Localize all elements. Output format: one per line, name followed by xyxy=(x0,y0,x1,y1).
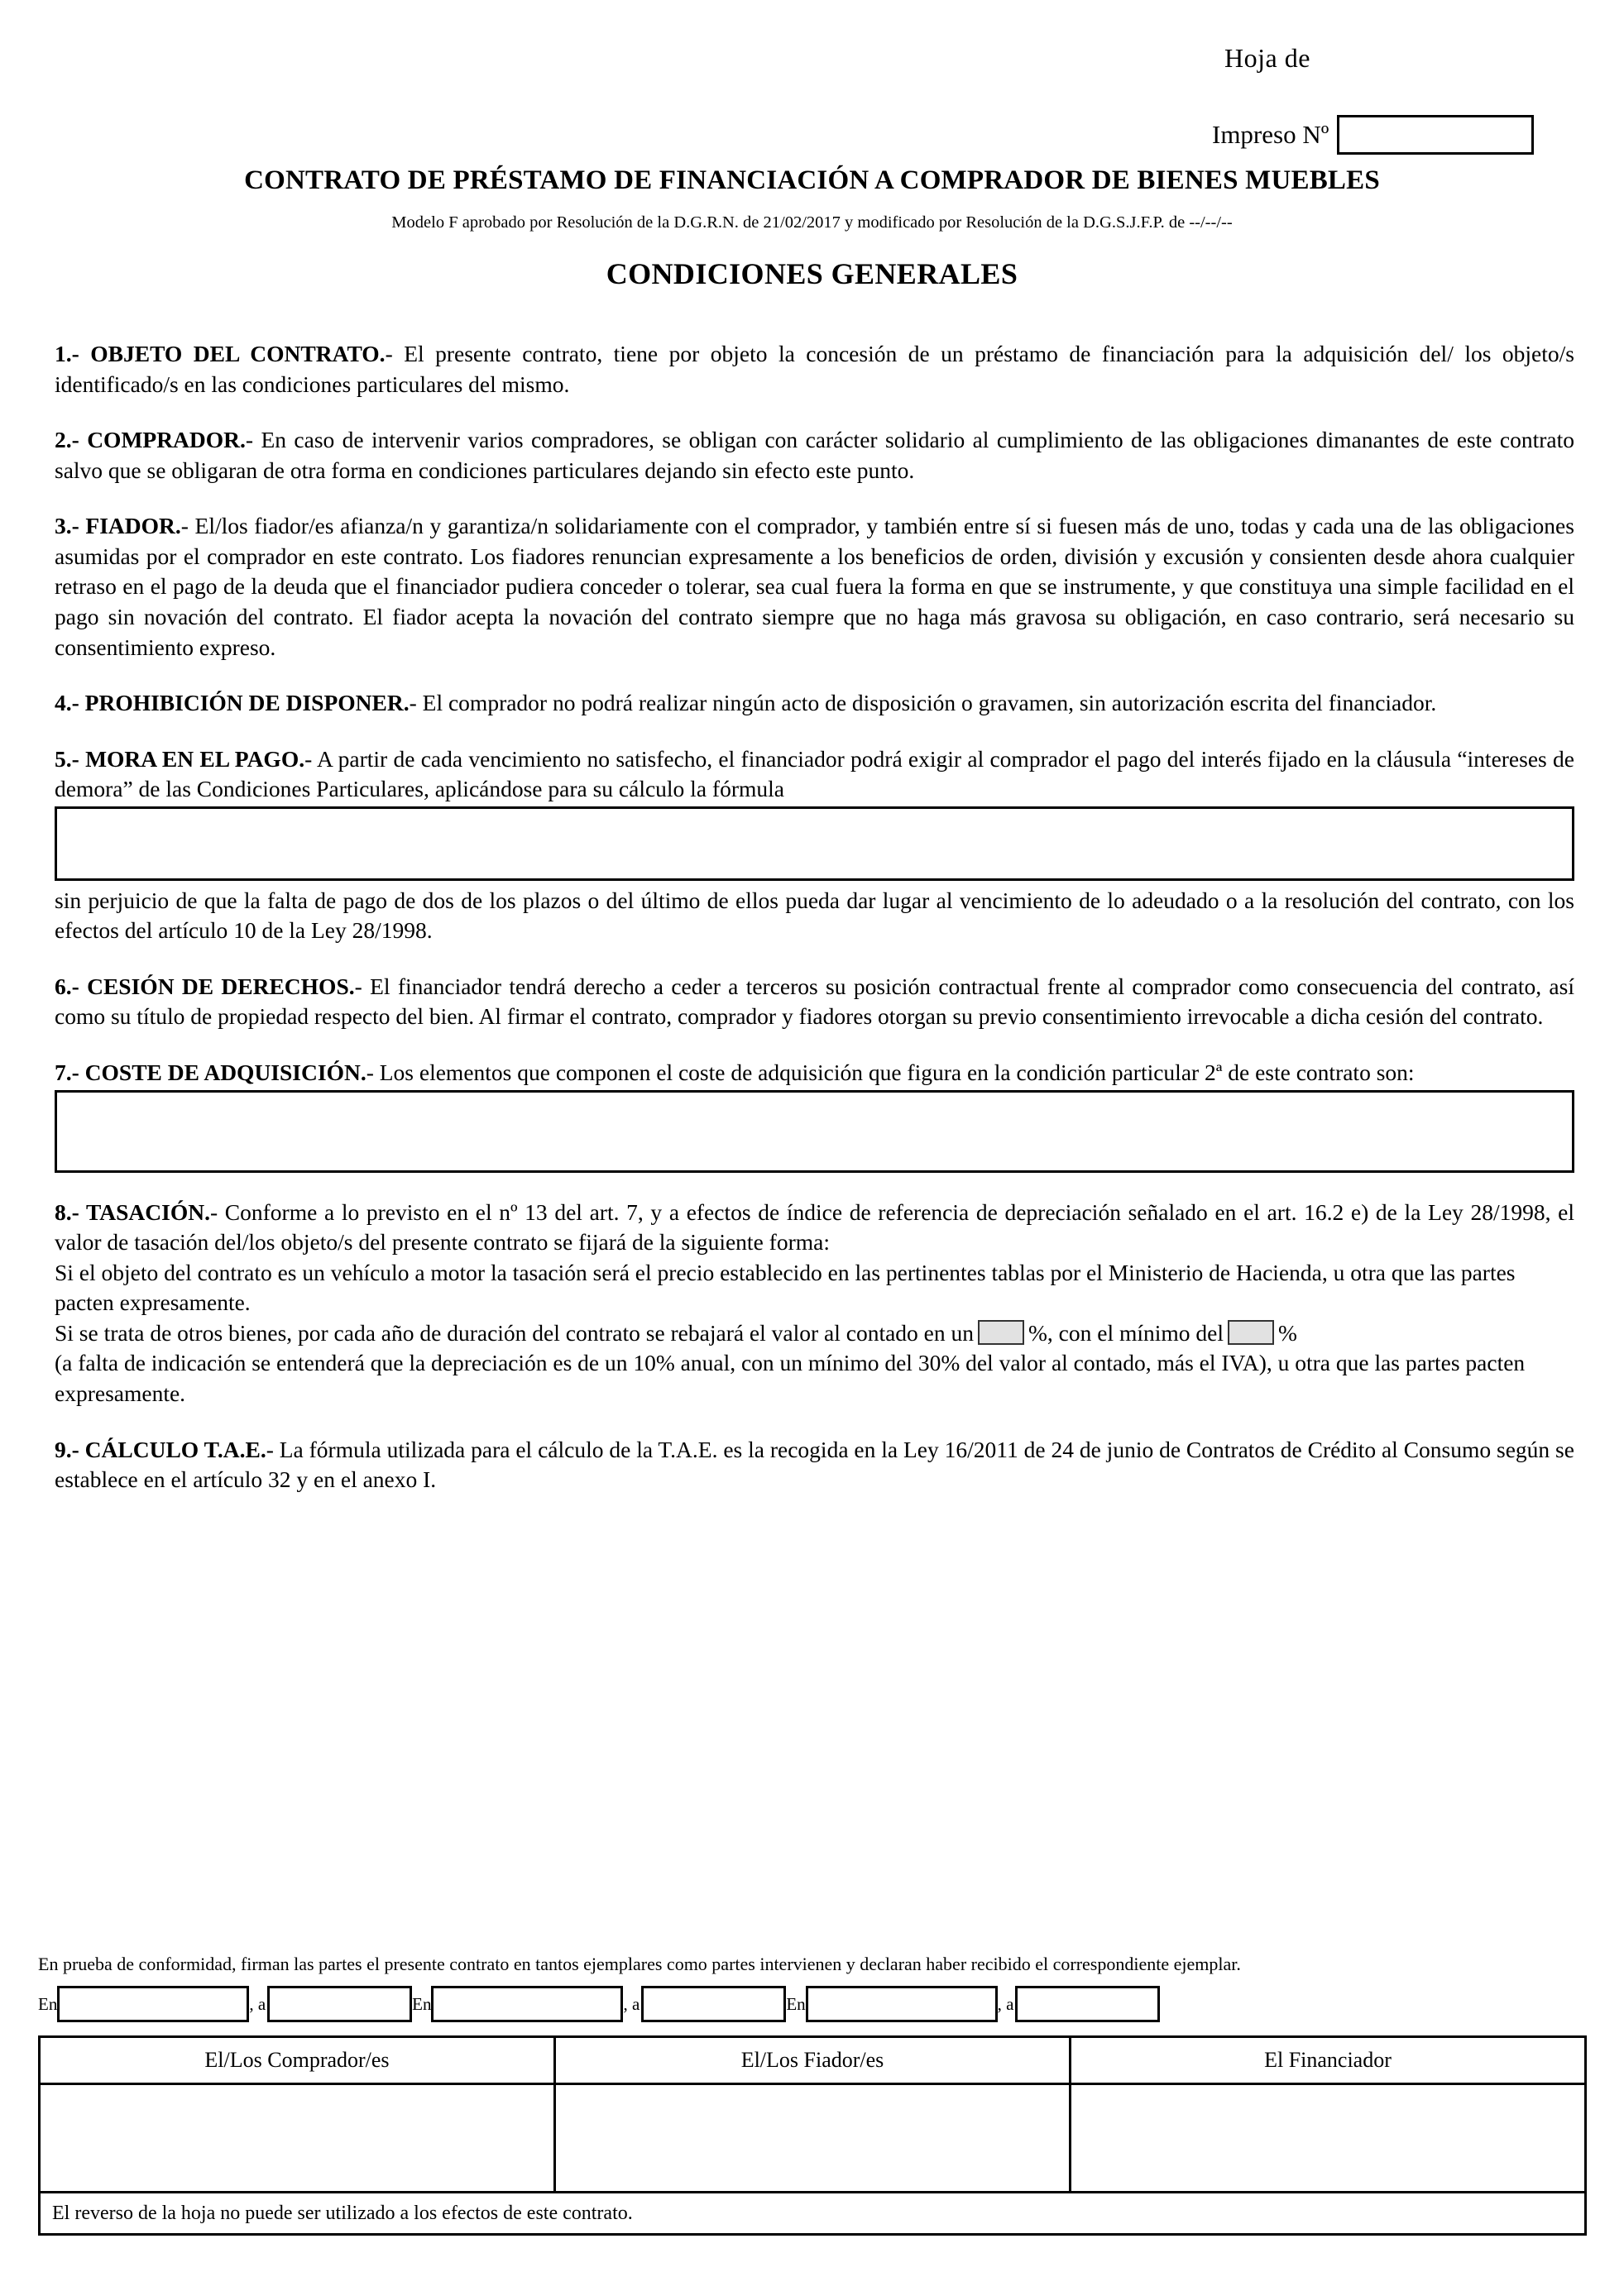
clause-4-number: 4.- xyxy=(55,690,85,716)
clause-5-after-box: sin perjuicio de que la falta de pago de dos de los plazos o del último de ellos pueda dar lugar al vencimiento de lo adeudado o a la resolución del contrato, con los efectos del artículo 10 de la Ley 28/1998. xyxy=(55,887,1574,944)
clause-4 xyxy=(55,688,1574,719)
date-label-3: , a xyxy=(997,1993,1014,2014)
place-input-3[interactable] xyxy=(806,1986,998,2022)
clause-7 xyxy=(55,1058,1574,1088)
clause-6-dash: - xyxy=(354,973,371,999)
clause-8-number: 8.- xyxy=(55,1198,86,1225)
place-date-row xyxy=(38,1986,1587,2022)
clause-9 xyxy=(55,1435,1574,1495)
place-input-2[interactable] xyxy=(431,1986,623,2022)
signature-row xyxy=(40,2084,1586,2193)
page-title: CONTRATO DE PRÉSTAMO DE FINANCIACIÓN A COMPRADOR DE BIENES MUEBLES xyxy=(244,165,1380,195)
clause-9-number: 9.- xyxy=(55,1436,85,1462)
sheet-number-label: Hoja de xyxy=(1224,43,1310,73)
signature-cell-fiador[interactable] xyxy=(555,2084,1071,2193)
clause-3-text: El/los fiador/es afianza/n y garantiza/n solidariamente con el comprador, y también entre sí si fuesen más de uno, todas y cada una de las obligaciones asumidas por el comprador en este contrato. Los fiadores renuncian expresamente a los beneficios de orden, división y excusión y consienten desde ahora cualquier retraso en el pago de la deuda que el financiador pudiera conceder o tolerar, sea cual fuera la forma en que se instrumente, y que constituya una simple facilidad en el pago sin novación del contrato. El fiador acepta la novación del contrato siempre que no haga más gravosa su obligación, en caso contrario, será necesario su consentimiento expreso. xyxy=(55,513,1574,660)
signature-header-row xyxy=(40,2037,1586,2084)
clause-4-dash: - xyxy=(409,690,423,716)
clause-5-number: 5.- xyxy=(55,745,86,772)
mora-formula-input[interactable] xyxy=(55,806,1574,881)
clause-5-dash: - xyxy=(304,745,318,772)
clause-8-line3-b: %, con el mínimo del xyxy=(1028,1319,1224,1346)
page-subtitle: Modelo F aprobado por Resolución de la D.G.R.N. de 21/02/2017 y modificado por Resolución de la D.G.S.J.F.P. de --/--/-- xyxy=(391,213,1233,232)
clause-2 xyxy=(55,425,1574,486)
date-input-1[interactable] xyxy=(267,1986,412,2022)
impreso-label: Impreso Nº xyxy=(1212,120,1329,149)
clause-4-heading: PROHIBICIÓN DE DISPONER. xyxy=(84,690,410,716)
clause-8-line3-a: Si se trata de otros bienes, por cada año de duración del contrato se rebajará el valor al contado en un xyxy=(55,1319,975,1346)
clause-8-heading: TASACIÓN. xyxy=(85,1198,210,1225)
clause-9-dash: - xyxy=(266,1436,280,1462)
clause-2-dash: - xyxy=(245,427,261,453)
clauses-container xyxy=(55,339,1574,1521)
clause-8-line4: (a falta de indicación se entenderá que la depreciación es de un 10% anual, con un mínimo del 30% del valor al contado, más el IVA), u otra que las partes pacten expresamente. xyxy=(55,1350,1526,1406)
place-input-1[interactable] xyxy=(57,1986,249,2022)
clause-6-heading: CESIÓN DE DERECHOS. xyxy=(87,973,355,999)
clause-6-number: 6.- xyxy=(55,973,88,999)
depreciacion-percent-input[interactable] xyxy=(978,1320,1024,1345)
place-label-2: En xyxy=(412,1993,432,2014)
date-input-2[interactable] xyxy=(641,1986,786,2022)
clause-5-heading: MORA EN EL PAGO. xyxy=(85,745,305,772)
clause-1-heading: OBJETO DEL CONTRATO. xyxy=(90,341,386,366)
signature-table xyxy=(38,2035,1587,2236)
clause-1-number: 1.- xyxy=(55,341,91,366)
clause-6-text: El financiador tendrá derecho a ceder a terceros su posición contractual frente al comprador como consecuencia del contrato, así como su título de propiedad respecto del bien. Al firmar el contrato, comprador y fiadores otorgan su previo consentimiento irrevocable a dicha cesión del contrato. xyxy=(55,973,1574,1030)
signature-header-comprador: El/Los Comprador/es xyxy=(40,2037,555,2084)
clause-2-heading: COMPRADOR. xyxy=(87,427,246,453)
impreso-number-row xyxy=(1212,115,1534,155)
clause-8-line3 xyxy=(55,1318,1574,1349)
date-input-3[interactable] xyxy=(1015,1986,1160,2022)
clause-2-text: En caso de intervenir varios compradores, se obligan con carácter solidario al cumplimiento de las obligaciones dimanantes de este contrato salvo que se obligaran de otra forma en condiciones particulares dejando sin efecto este punto. xyxy=(55,427,1574,483)
clause-8-text: Conforme a lo previsto en el nº 13 del art. 7, y a efectos de índice de referencia de depreciación señalado en el art. 16.2 e) de la Ley 28/1998, el valor de tasación del/los objeto/s del presente contrato se fijará de la siguiente forma: xyxy=(55,1198,1574,1256)
clause-6 xyxy=(55,972,1574,1032)
place-label-1: En xyxy=(38,1993,58,2014)
clause-8-dash: - xyxy=(209,1198,225,1225)
clause-4-text: El comprador no podrá realizar ningún acto de disposición o gravamen, sin autorización escrita del financiador. xyxy=(422,690,1437,716)
clause-8-line2: Si el objeto del contrato es un vehículo a motor la tasación será el precio establecido en las pertinentes tablas por el Ministerio de Hacienda, u otra que las partes pacten expresamente. xyxy=(55,1259,1516,1316)
clause-7-heading: COSTE DE ADQUISICIÓN. xyxy=(84,1060,366,1085)
clause-3-dash: - xyxy=(180,513,195,539)
clause-3-number: 3.- xyxy=(55,513,86,539)
clause-7-dash: - xyxy=(366,1060,380,1085)
clause-5-text: A partir de cada vencimiento no satisfecho, el financiador podrá exigir al comprador el pago del interés fijado en la cláusula “intereses de demora” de las Condiciones Particulares, aplicándose para su cálculo la fórmula xyxy=(55,745,1574,802)
clause-1 xyxy=(55,339,1574,399)
date-label-2: , a xyxy=(623,1993,640,2014)
clause-3 xyxy=(55,511,1574,662)
date-label-1: , a xyxy=(249,1993,266,2014)
clause-8 xyxy=(55,1198,1574,1258)
signature-cell-financiador[interactable] xyxy=(1071,2084,1586,2193)
clause-2-number: 2.- xyxy=(55,427,88,453)
signature-header-financiador: El Financiador xyxy=(1071,2037,1586,2084)
signature-header-fiador: El/Los Fiador/es xyxy=(555,2037,1071,2084)
signature-footer xyxy=(38,1954,1587,2236)
clause-3-heading: FIADOR. xyxy=(85,513,181,539)
clause-9-heading: CÁLCULO T.A.E. xyxy=(84,1436,266,1462)
place-label-3: En xyxy=(786,1993,806,2014)
signature-cell-comprador[interactable] xyxy=(40,2084,555,2193)
clause-9-text: La fórmula utilizada para el cálculo de la T.A.E. es la recogida en la Ley 16/2011 de 24 de junio de Contratos de Crédito al Consumo según se establece en el artículo 32 y en el anexo I. xyxy=(55,1436,1574,1493)
clause-1-text: El presente contrato, tiene por objeto la concesión de un préstamo de financiación para la adquisición del/ los objeto/s identificado/s en las condiciones particulares del mismo. xyxy=(55,341,1574,397)
impreso-number-input[interactable] xyxy=(1337,115,1534,155)
clause-1-dash: - xyxy=(385,341,405,366)
clause-5 xyxy=(55,744,1574,805)
conformity-statement: En prueba de conformidad, firman las partes el presente contrato en tantos ejemplares como partes intervienen y declaran haber recibido el correspondiente ejemplar. xyxy=(38,1954,1241,1974)
minimo-percent-input[interactable] xyxy=(1228,1320,1274,1345)
section-title: CONDICIONES GENERALES xyxy=(606,257,1018,290)
coste-adquisicion-input[interactable] xyxy=(55,1090,1574,1173)
footer-note-row xyxy=(40,2193,1586,2235)
footer-note: El reverso de la hoja no puede ser utilizado a los efectos de este contrato. xyxy=(40,2193,1586,2235)
clause-7-number: 7.- xyxy=(55,1060,85,1085)
clause-8-line3-c: % xyxy=(1278,1319,1297,1346)
clause-7-text: Los elementos que componen el coste de adquisición que figura en la condición particular 2ª de este contrato son: xyxy=(379,1060,1415,1085)
